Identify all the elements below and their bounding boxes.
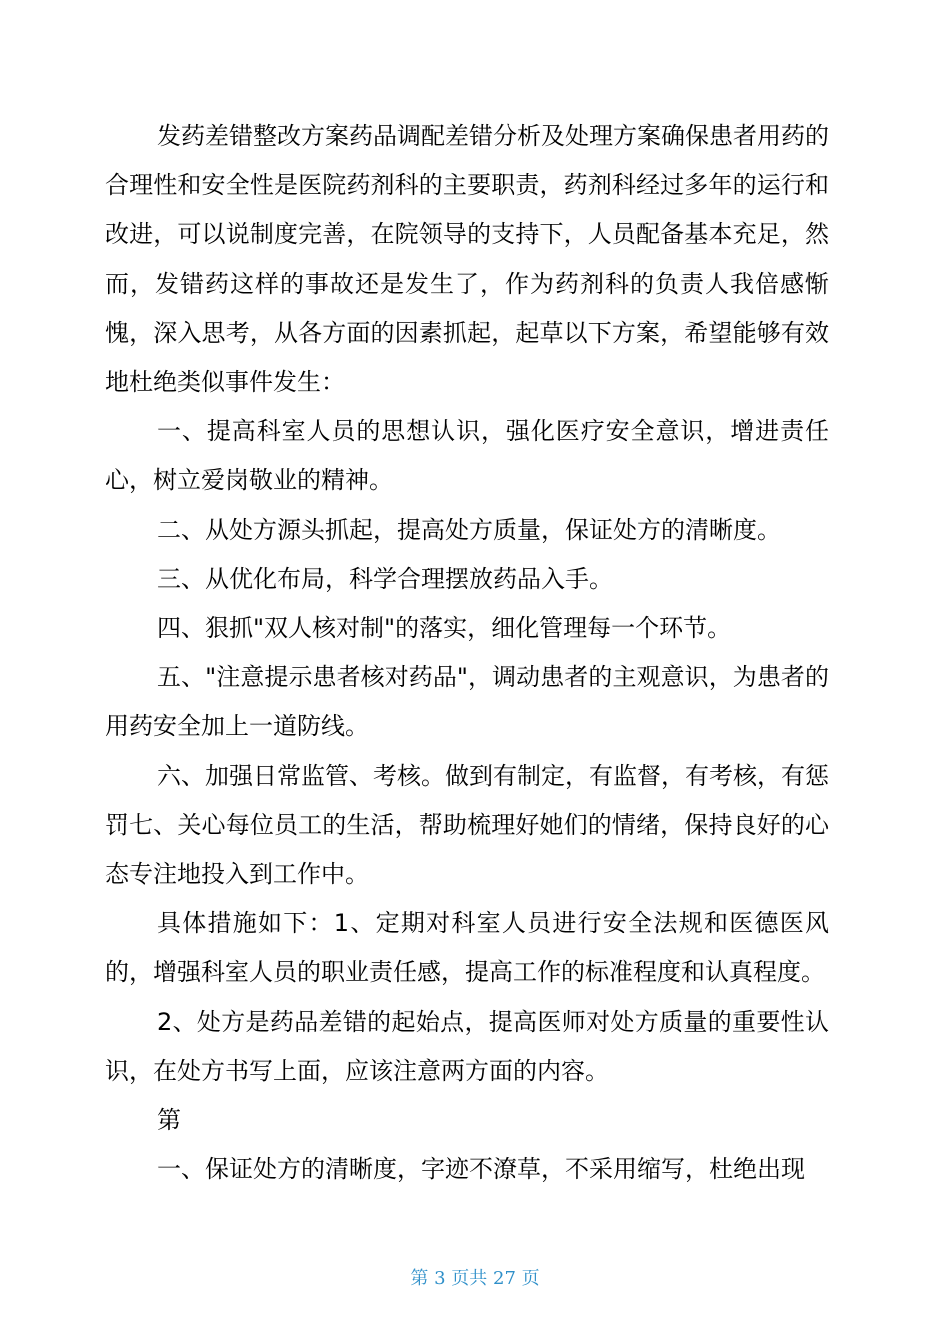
paragraph: 2、处方是药品差错的起始点，提高医师对处方质量的重要性认识，在处方书写上面，应该注意两方面的内容。 (105, 1007, 829, 1085)
paragraph: 发药差错整改方案药品调配差错分析及处理方案确保患者用药的合理性和安全性是医院药剂科的主要职责，药剂科经过多年的运行和改进，可以说制度完善，在院领导的支持下，人员配备基本充足，然而，发错药这样的事故还是发生了，作为药剂科的负责人我倍感惭愧，深入思考，从各方面的因素抓起，起草以下方案，希望能够有效地杜绝类似事件发生： (105, 122, 829, 397)
paragraph: 六、加强日常监管、考核。做到有制定，有监督，有考核，有惩罚七、关心每位员工的生活，帮助梳理好她们的情绪，保持良好的心态专注地投入到工作中。 (105, 761, 829, 889)
paragraph: 第 (157, 1106, 181, 1135)
page-number-footer: 第 3 页共 27 页 (410, 1268, 540, 1289)
paragraph: 具体措施如下：1、定期对科室人员进行安全法规和医德医风的，增强科室人员的职业责任感，提高工作的标准程度和认真程度。 (105, 909, 829, 987)
document-body (105, 112, 829, 1194)
paragraph: 五、"注意提示患者核对药品"，调动患者的主观意识，为患者的用药安全加上一道防线。 (105, 663, 829, 741)
paragraph: 一、保证处方的清晰度，字迹不潦草，不采用缩写，杜绝出现 (157, 1155, 805, 1184)
paragraph: 四、狠抓"双人核对制"的落实，细化管理每一个环节。 (157, 614, 732, 643)
paragraph: 一、提高科室人员的思想认识，强化医疗安全意识，增进责任心，树立爱岗敬业的精神。 (105, 417, 829, 495)
paragraph: 三、从优化布局，科学合理摆放药品入手。 (157, 564, 613, 593)
paragraph: 二、从处方源头抓起，提高处方质量，保证处方的清晰度。 (157, 515, 781, 544)
